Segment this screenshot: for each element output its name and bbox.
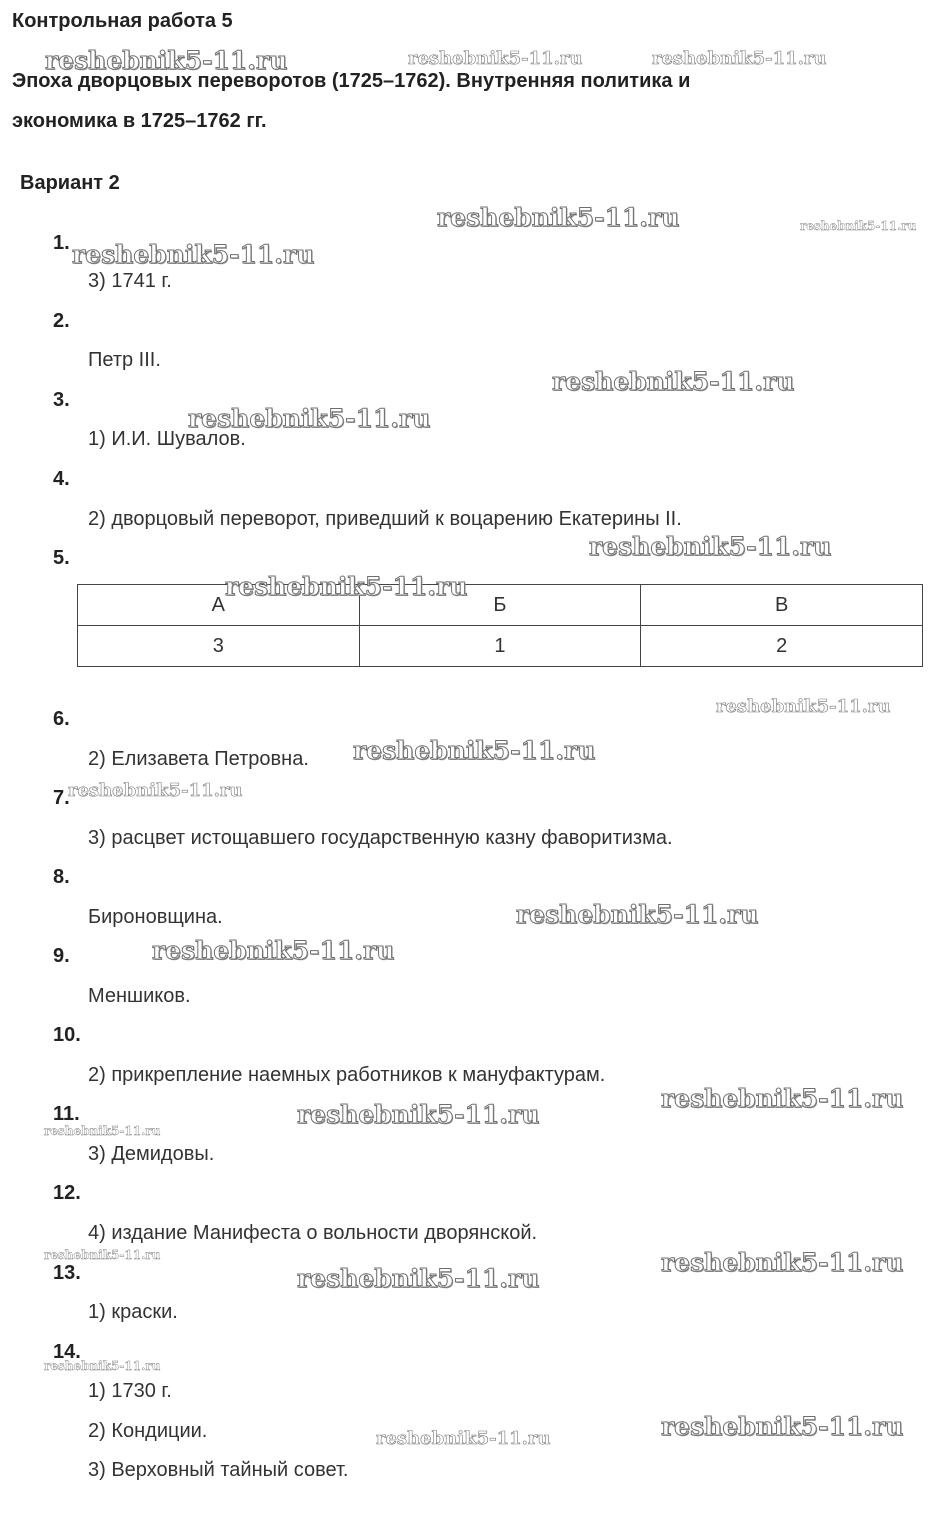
watermark: reshebnik5-11.ru — [44, 1359, 161, 1373]
table-header-cell: Б — [359, 585, 641, 626]
answer-text: Бироновщина. — [88, 906, 223, 928]
table-header-cell: В — [641, 585, 923, 626]
watermark: reshebnik5-11.ru — [44, 1248, 161, 1262]
watermark: reshebnik5-11.ru — [661, 1412, 904, 1441]
table-row — [78, 626, 923, 667]
question-number: 12. — [53, 1182, 81, 1204]
table-header-row — [78, 585, 923, 626]
answer-text: 3) Верховный тайный совет. — [88, 1459, 349, 1481]
answer-text: 1) 1730 г. — [88, 1380, 172, 1402]
question-number: 10. — [53, 1024, 81, 1046]
question-number: 9. — [53, 945, 70, 967]
answer-text: 3) 1741 г. — [88, 270, 172, 292]
question-number: 5. — [53, 547, 70, 569]
question-number: 7. — [53, 787, 70, 809]
watermark: reshebnik5-11.ru — [516, 900, 759, 929]
watermark: reshebnik5-11.ru — [661, 1248, 904, 1277]
answer-text: Меншиков. — [88, 985, 191, 1007]
question-number: 14. — [53, 1341, 81, 1363]
answer-text: 2) прикрепление наемных работников к мануфактурам. — [88, 1064, 606, 1086]
answer-text: 2) дворцовый переворот, приведший к воцарению Екатерины II. — [88, 508, 682, 530]
answer-text: 1) И.И. Шувалов. — [88, 428, 246, 450]
topic-line-1: Эпоха дворцовых переворотов (1725–1762). Внутренняя политика и — [12, 70, 691, 92]
answer-text: 2) Кондиции. — [88, 1420, 208, 1442]
watermark: reshebnik5-11.ru — [44, 1124, 161, 1138]
watermark: reshebnik5-11.ru — [437, 203, 680, 232]
watermark: reshebnik5-11.ru — [297, 1100, 540, 1129]
watermark: reshebnik5-11.ru — [716, 696, 891, 717]
answer-text: 4) издание Манифеста о вольности дворянской. — [88, 1222, 538, 1244]
answer-text: 3) расцвет истощавшего государственную казну фаворитизма. — [88, 827, 673, 849]
table-cell: 2 — [641, 626, 923, 667]
table-header-cell: А — [78, 585, 360, 626]
work-title: Контрольная работа 5 — [12, 10, 233, 32]
answer-text: Петр III. — [88, 349, 161, 371]
answer-table-5 — [77, 584, 923, 667]
question-number: 1. — [53, 232, 70, 254]
question-number: 2. — [53, 310, 70, 332]
question-number: 6. — [53, 708, 70, 730]
question-number: 4. — [53, 468, 70, 490]
watermark: reshebnik5-11.ru — [72, 240, 315, 269]
watermark: reshebnik5-11.ru — [188, 404, 431, 433]
question-number: 13. — [53, 1262, 81, 1284]
watermark: reshebnik5-11.ru — [45, 46, 288, 75]
watermark: reshebnik5-11.ru — [225, 572, 468, 601]
topic-line-2: экономика в 1725–1762 гг. — [12, 110, 267, 132]
table-cell: 3 — [78, 626, 360, 667]
variant-title: Вариант 2 — [20, 172, 120, 194]
watermark: reshebnik5-11.ru — [408, 48, 583, 69]
question-number: 8. — [53, 866, 70, 888]
answer-text: 3) Демидовы. — [88, 1143, 215, 1165]
watermark: reshebnik5-11.ru — [376, 1428, 551, 1449]
watermark: reshebnik5-11.ru — [68, 780, 243, 801]
watermark: reshebnik5-11.ru — [353, 736, 596, 765]
watermark: reshebnik5-11.ru — [661, 1084, 904, 1113]
watermark: reshebnik5-11.ru — [552, 367, 795, 396]
watermark: reshebnik5-11.ru — [152, 936, 395, 965]
watermark: reshebnik5-11.ru — [589, 532, 832, 561]
watermark: reshebnik5-11.ru — [800, 219, 917, 233]
answer-text: 1) краски. — [88, 1301, 178, 1323]
watermark: reshebnik5-11.ru — [652, 48, 827, 69]
question-number: 3. — [53, 389, 70, 411]
watermark: reshebnik5-11.ru — [297, 1264, 540, 1293]
table-cell: 1 — [359, 626, 641, 667]
answer-text: 2) Елизавета Петровна. — [88, 748, 309, 770]
question-number: 11. — [53, 1103, 80, 1125]
